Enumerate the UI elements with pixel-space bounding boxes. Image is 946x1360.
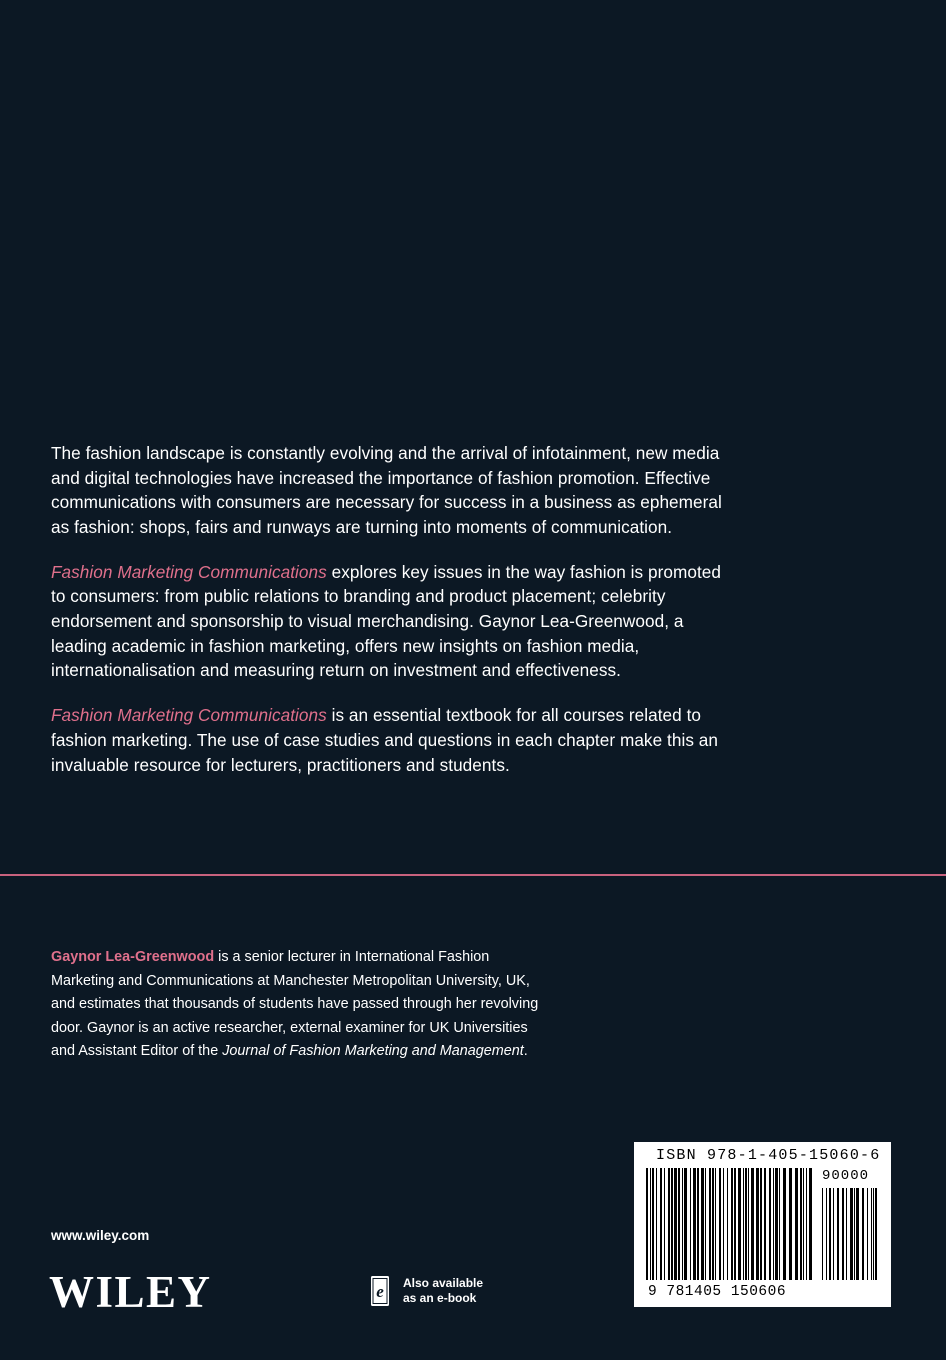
author-bio (51, 946, 541, 1064)
barcode-bar (727, 1168, 728, 1280)
description-paragraph-3-text: is an essential textbook for all courses related to fashion marketing. The use of case studies and questions in each chapter make this an invaluable resource for lecturers, practitioners and students. (51, 705, 718, 775)
barcode-bar (775, 1168, 778, 1280)
description-paragraph-3 (51, 703, 731, 777)
barcode-addon-bar (856, 1188, 859, 1280)
barcode-bar (745, 1168, 747, 1280)
barcode-bar (693, 1168, 696, 1280)
barcode-bar (701, 1168, 704, 1280)
barcode-bar (652, 1168, 654, 1280)
book-title-mention: Fashion Marketing Communications (51, 561, 327, 582)
barcode-addon-bar (867, 1188, 868, 1280)
barcode-bar (800, 1168, 802, 1280)
barcode-bar (783, 1168, 786, 1280)
barcode-digits: 9 781405 150606 (648, 1284, 787, 1300)
barcode-addon-bar (854, 1188, 855, 1280)
description-paragraph-1: The fashion landscape is constantly evolving and the arrival of infotainment, new media and digital technologies have increased the importance of fashion promotion. Effective communications with consumers are necessary for success in a business as ephemeral as fashion: shops, fairs and runways are turning into moments of communication. (51, 443, 722, 537)
barcode-bar (743, 1168, 744, 1280)
barcode-bar (650, 1168, 651, 1280)
journal-title: Journal of Fashion Marketing and Management (222, 1043, 524, 1059)
barcode-addon-bar (862, 1188, 864, 1280)
e-book-icon (370, 1275, 390, 1307)
barcode-bar (697, 1168, 699, 1280)
ebook-notice-line-2: as an e-book (403, 1290, 477, 1305)
author-bio-end: . (523, 1043, 528, 1059)
barcode-addon-bar (837, 1188, 839, 1280)
barcode-bar (705, 1168, 706, 1280)
author-bio-paragraph (51, 946, 541, 1064)
barcode-bar (709, 1168, 711, 1280)
barcode-bar (660, 1168, 662, 1280)
publisher-website[interactable]: www.wiley.com (51, 1228, 150, 1243)
barcode-bar (668, 1168, 670, 1280)
barcode-addon-bar (842, 1188, 844, 1280)
barcode-addon-bar (873, 1188, 874, 1280)
barcode-bar (806, 1168, 807, 1280)
barcode-bar (769, 1168, 771, 1280)
barcode-bar (795, 1168, 798, 1280)
barcode-bar (738, 1168, 741, 1280)
author-name: Gaynor Lea-Greenwood (51, 949, 215, 965)
barcode-addon-bar (846, 1188, 847, 1280)
barcode-bar (760, 1168, 762, 1280)
barcode-bar (731, 1168, 733, 1280)
barcode-addon-bar (826, 1188, 827, 1280)
barcode-bar (748, 1168, 749, 1280)
barcode-bar (712, 1168, 714, 1280)
barcode-bar (756, 1168, 759, 1280)
ebook-notice-line-1: Also available (403, 1276, 484, 1290)
barcode-bar (671, 1168, 673, 1280)
barcode-bar (764, 1168, 766, 1280)
section-divider (0, 874, 946, 876)
description-paragraph-2 (51, 560, 731, 683)
barcode-bar (779, 1168, 780, 1280)
barcode-bar (664, 1168, 665, 1280)
ebook-notice (403, 1276, 483, 1305)
isbn-label: ISBN 978-1-405-15060-6 (656, 1147, 881, 1164)
barcode-bar (674, 1168, 677, 1280)
barcode-addon-bar (833, 1188, 834, 1280)
barcode-bars (640, 1168, 885, 1286)
barcode-bar (751, 1168, 754, 1280)
barcode-bar (803, 1168, 804, 1280)
book-title-mention: Fashion Marketing Communications (51, 705, 327, 726)
isbn-barcode (634, 1142, 891, 1307)
svg-text:e: e (376, 1282, 384, 1301)
author-bio-text: is a senior lecturer in International Fashion Marketing and Communications at Manchester Metropolitan University, UK, and estimates that thousands of students have passed through her revolving door. Gaynor is an active researcher, external examiner for UK Universities and Assistant Editor of the (51, 949, 539, 1059)
barcode-bar (789, 1168, 792, 1280)
barcode-bar (682, 1168, 683, 1280)
barcode-addon-bar (829, 1188, 831, 1280)
wiley-logo: WILEY (49, 1267, 212, 1317)
barcode-bar (684, 1168, 687, 1280)
barcode-bar (715, 1168, 716, 1280)
barcode-bar (678, 1168, 680, 1280)
barcode-addon-bar (871, 1188, 872, 1280)
barcode-addon-bar (875, 1188, 877, 1280)
description-blurb (51, 441, 731, 798)
barcode-bar (773, 1168, 774, 1280)
barcode-bar (719, 1168, 721, 1280)
barcode-addon-bar (850, 1188, 853, 1280)
description-paragraph-2-text: explores key issues in the way fashion is promoted to consumers: from public relations to branding and product placement; celebrity endorsement and sponsorship to visual merchandising. Gaynor Lea-Greenwood, a leading academic in fashion marketing, offers new insights on fashion media, internationalisation and measuring return on investment and effectiveness. (51, 561, 722, 681)
barcode-bar (646, 1168, 648, 1280)
barcode-bar (656, 1168, 657, 1280)
barcode-addon: 90000 (821, 1168, 869, 1184)
barcode-bar (809, 1168, 812, 1280)
barcode-bar (723, 1168, 724, 1280)
barcode-addon-bar (822, 1188, 823, 1280)
barcode-bar (734, 1168, 736, 1280)
barcode-bar (690, 1168, 691, 1280)
